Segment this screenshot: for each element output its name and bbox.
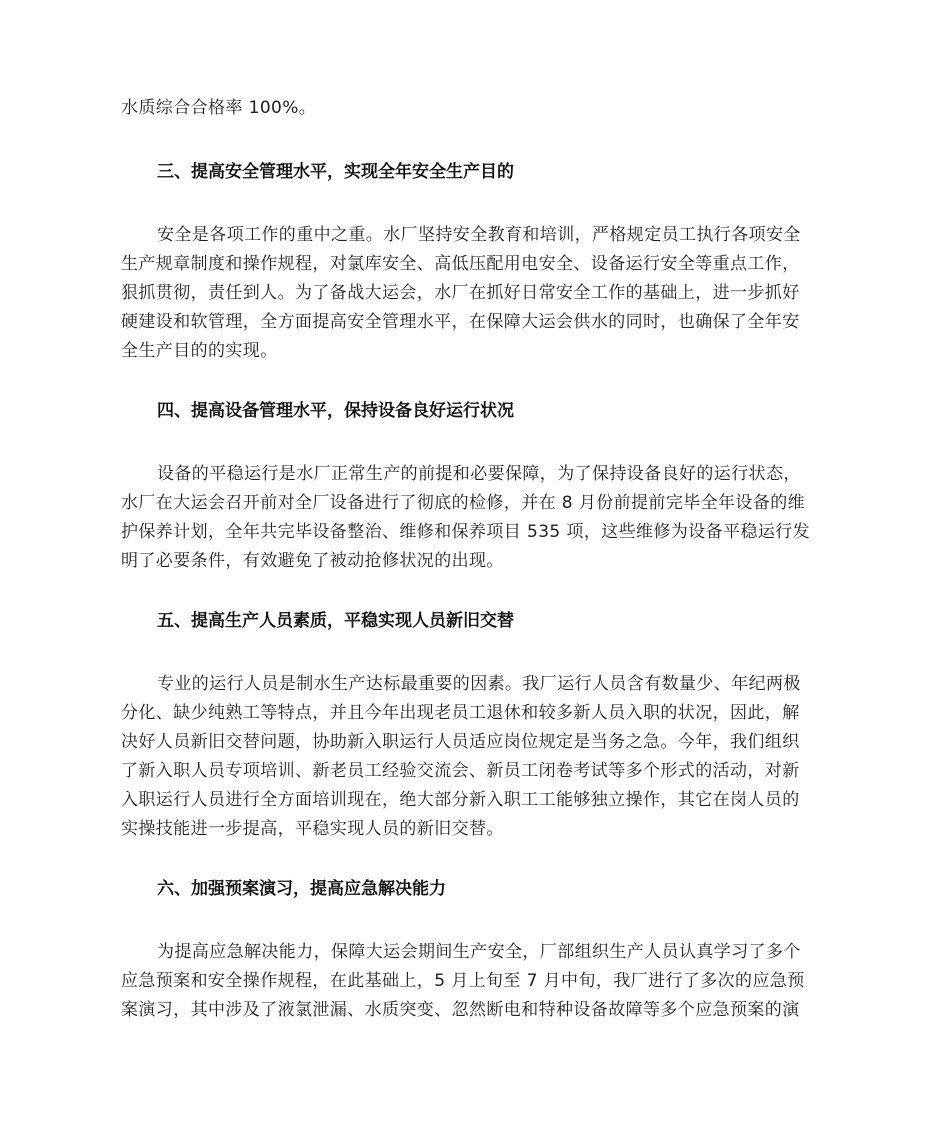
paragraph-line: 生产规章制度和操作规程，对氯库安全、高低压配用电安全、设备运行安全等重点工作，: [121, 254, 800, 274]
paragraph-line: 明了必要条件，有效避免了被动抢修状况的出现。: [121, 551, 504, 571]
paragraph-line: 实操技能进一步提高，平稳实现人员的新旧交替。: [121, 819, 504, 839]
section-heading: 五、提高生产人员素质，平稳实现人员新旧交替: [157, 611, 514, 631]
paragraph-line: 狠抓贯彻，责任到人。为了备战大运会，水厂在抓好日常安全工作的基础上，进一步抓好: [121, 283, 800, 303]
paragraph-line: 应急预案和安全操作规程，在此基础上，5 月上旬至 7 月中旬，我厂进行了多次的应急预: [121, 971, 805, 991]
paragraph-line: 入职运行人员进行全方面培训现在，绝大部分新入职工工能够独立操作，其它在岗人员的: [121, 790, 800, 810]
paragraph-line: 为提高应急解决能力，保障大运会期间生产安全，厂部组织生产人员认真学习了多个: [157, 942, 801, 962]
paragraph-line: 设备的平稳运行是水厂正常生产的前提和必要保障，为了保持设备良好的运行状态，: [157, 464, 801, 484]
paragraph-line: 案演习，其中涉及了液氯泄漏、水质突变、忽然断电和特种设备故障等多个应急预案的演: [121, 1000, 800, 1020]
paragraph-line: 水厂在大运会召开前对全厂设备进行了彻底的检修，并在 8 月份前提前完毕全年设备的维: [121, 493, 806, 513]
paragraph-line: 分化、缺少纯熟工等特点，并且今年出现老员工退休和较多新人员入职的状况，因此，解: [121, 703, 800, 723]
paragraph-line: 决好人员新旧交替问题，协助新入职运行人员适应岗位规定是当务之急。今年，我们组织: [121, 732, 800, 752]
paragraph-line: 全生产目的的实现。: [121, 341, 278, 361]
paragraph-line: 专业的运行人员是制水生产达标最重要的因素。我厂运行人员含有数量少、年纪两极: [157, 674, 801, 694]
section-heading: 四、提高设备管理水平，保持设备良好运行状况: [157, 401, 514, 421]
paragraph-line: 了新入职人员专项培训、新老员工经验交流会、新员工闭卷考试等多个形式的活动，对新: [121, 761, 800, 781]
paragraph-line: 安全是各项工作的重中之重。水厂坚持安全教育和培训，严格规定员工执行各项安全: [157, 225, 801, 245]
paragraph-line: 水质综合合格率 100%。: [121, 98, 317, 118]
paragraph-line: 护保养计划，全年共完毕设备整治、维修和保养项目 535 项，这些维修为设备平稳运行发: [121, 522, 811, 542]
paragraph-line: 硬建设和软管理，全方面提高安全管理水平，在保障大运会供水的同时，也确保了全年安: [121, 312, 800, 332]
section-heading: 三、提高安全管理水平，实现全年安全生产目的: [157, 162, 514, 182]
section-heading: 六、加强预案演习，提高应急解决能力: [157, 879, 446, 899]
